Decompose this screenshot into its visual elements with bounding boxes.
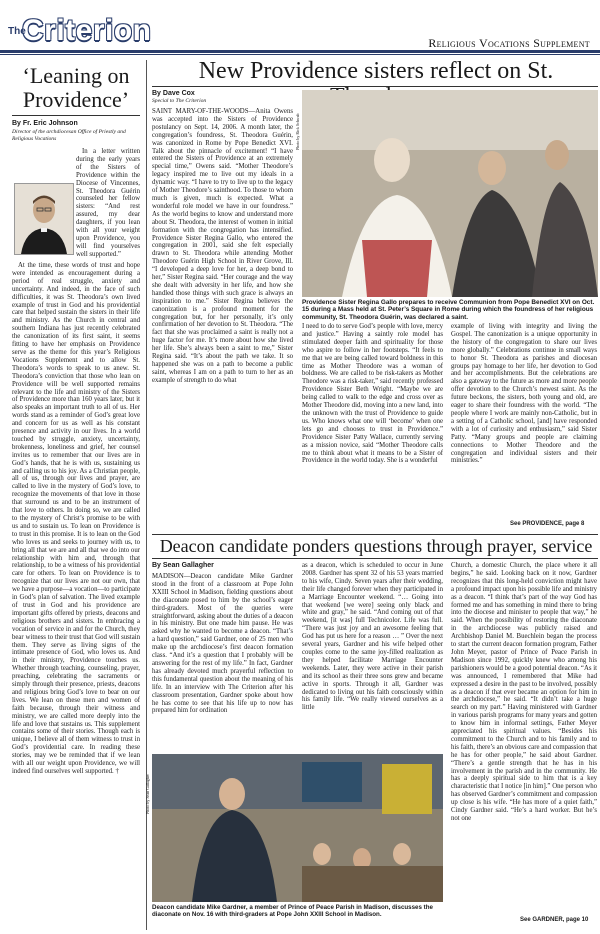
- story2-headline[interactable]: Deacon candidate ponders questions through prayer, service: [159, 536, 593, 556]
- story2-column-1: [152, 573, 293, 751]
- story1-photo-credit: Photo by Rick Schwab: [295, 113, 300, 150]
- story2-col1-text: MADISON—Deacon candidate Mike Gardner stood in the front of a classroom at Pope John XXIII School in Madison, fielding questions about the diaconate posed to him by the school’s eager third-graders. Most of the queries were straightforward, asking about the duties of a deacon in his ministry. But one made him pause. He was asked why he wanted to become a deacon. “That’s a hard question,” said Gardner, one of 25 men who make up the archdiocese’s first deacon formation class. “And it’s a question that I probably will be answering for the rest of my life.” In fact, Gardner has already devoted much prayerful reflection to this fundamental question about the meaning of his life. In an interview with The Criterion after his classroom presentation, Gardner spoke about how he has come to see that his life up to now has prepared him for ordination: [152, 573, 293, 715]
- story2-photo: [152, 754, 443, 902]
- story1-column-1: [152, 108, 293, 532]
- story1-headline[interactable]: New Providence sisters reflect on St.: [198, 58, 554, 84]
- story1-column-3: [451, 323, 597, 532]
- story1-column-2: [302, 323, 443, 532]
- communion-photo-image: [302, 90, 598, 297]
- story1-photo: [302, 90, 598, 297]
- story2-byline: By Sean Gallagher: [152, 562, 214, 569]
- story2-continued-link[interactable]: See GARDNER, page 10: [520, 917, 589, 923]
- story1-col3-text: example of living with integrity and living the Gospel. The canonization is a unique opportunity in the history of the congregation to share our lives more globally.” Celebrations continue in small ways to honor St. Theodora as parishes and diocesan groups pay homage to her life, her devotion to God and her accomplishments. But the celebrations are also a gateway to the future as more and more people offer devotion to the Church’s newest saint. As the future beckons, the sisters, both young and old, are eager to share their foundress with the world. “The people where I work are mainly non-Catholic, but in a setting of a Catholic school, [and] have responded with a lot of curiosity and enthusiasm,” said Sister Patty. “Many groups and people are claiming connections to Mother Theodore and the congregation and individual sisters and their ministries.”: [451, 323, 597, 465]
- sidebar-rule: [12, 115, 140, 116]
- sidebar-body-text: [12, 262, 140, 930]
- story2-col2-text: as a deacon, which is scheduled to occur in June 2008. Gardner has spent 32 of his 53 years married to his wife, Cindy. Seven years after their wedding, their life changed forever when they participated in a Marriage Encounter weekend. “… Going into that weekend [we were] seeing only black and white and gray,” he said. “And coming out of that weekend, [it was] full Technicolor. Life was full. “There was just joy and an awesome feeling that God has put us here for a reason … ” Over the next several years, Gardner and his wife helped other couples come to the same joy-filled realization as they helped facilitate Marriage Encounter weekends. Later, they were active in their parish and its school as their three sons grew and became active in sports. Through it all, Gardner was dedicated to living out his faith consciously within his family life. “We really viewed ourselves as a little: [302, 562, 443, 712]
- story1-headline-rule: [152, 86, 598, 87]
- masthead-the: The: [8, 26, 26, 37]
- sidebar-byline: By Fr. Eric Johnson: [12, 120, 78, 127]
- story1-special-note: Special to The Criterion: [152, 98, 207, 104]
- sidebar-title: ‘Leaning on Providence’: [22, 63, 130, 112]
- story2-headline-rule: [152, 558, 598, 559]
- story2-column-3: [451, 562, 597, 927]
- classroom-photo-image: [152, 754, 443, 902]
- section-title: Religious Vocations Supplement: [428, 36, 590, 50]
- sidebar-body-paragraph: At the time, these words of trust and hope were intended as encouragement during a period of real struggle, anxiety and uncertainty. And indeed, in the face of such difficulties, it was St. Theodora’s own lived example of trust in God and his providential care that helped sustain the sisters in their life and ministry. As the Church in central and southern Indiana has just recently celebrated the canonization of its first saint, it seems fitting to have her emphasis on Providence serve as the theme for this year’s Religious Vocations Supplement and to allow St. Theodora’s words to speak to us anew. St. Theodora’s conviction that those who lean on Providence will be well supported remains relevant to the life and ministry of the Sisters of Providence more than 160 years later, but it also speaks an important truth to all of us. Her words stand as a reminder of God’s great love and concern for us as well as his constant presence and activity in our lives. In a world touched by struggle, anxiety, uncertainty, brokenness, loneliness and grief, her counsel invites us to remember that our lives are in God’s hands, that he is with us, sustaining us and calling us to his joy. As a Christian people, all of us, through our lives and prayer, are called to live in the mystery of God’s love, to recognize the movements of that love in those that surround us and to be an instrument of that love to others. In doing so, we are called to the mystery of Christ’s promise to be with us and to sustain us. To lean on Providence is to trust in this promise. It is to lean on the God who loves us and seeks to journey with us, to bring all that we are and all that we do into our relationship with him and, through that relationship, to be a witness of his providential care for others. To lean on Providence is to recognize that our lives are not our own, that we have a purpose—a vocation—to participate in God’s plan of salvation. The lived example of trust in God and his providence are important gifts offered by priests, deacons and religious brothers and sisters. In embracing a vocation of service in and for the Church, they bear witness to their trust that God will sustain them. They serve as living signs of the intimate presence of God, who loves us. And in their ministry, Providence touches us. Whether through teaching, counseling, prayer, preaching, celebrating the sacraments or simply through their presence, priests, deacons and religious bring God’s love to bear on our lives. We lean on these men and women of faith because, through their witness and ministry, we are called more deeply into the life and love that sustains us. This supplement contains some of their stories. Though each is unique, I believe all of them witness to trust in God’s providential care. In reading these stories, may we be reminded that if we lean with all our weight upon Providence, we will indeed find ourselves well supported. †: [12, 262, 140, 775]
- story2-photo-credit: Photo by Sean Gallagher: [145, 774, 150, 814]
- story2-column-2: [302, 562, 443, 751]
- story1-continued-link[interactable]: See PROVIDENCE, page 8: [510, 521, 585, 527]
- sidebar-intro-paragraph: In a letter written during the early years of the Sisters of Providence within the Diocese of Vincennes, St. Theodora Guérin counseled her fellow sisters: “And rest assured, my dear daughters, if you lean with all your weight upon Providence, you will find yourselves well supported.”: [76, 148, 140, 258]
- story1-col2-text: I need to do to serve God’s people with love, mercy and justice.” Having a saintly role model has stimulated deeper faith and spirituality for those who aspire to follow in her footsteps. “It feels to me that we are being called toward boldness in this time as Mother Theodore was a woman of boldness. We are called to be risk-takers as Mother Theodore was a risk-taker,” said recently professed Providence Sister Beth Wright. “Maybe we are being called to walk to the edge and cross over as Mother Theodore did, moving into a new land, into the unknown with the trust of Providence to guide us. Who knows what one will ‘become’ when one lets go and chooses to trust in Providence.” Providence Sister Patty Wallace, currently serving as a mission novice, said “Mother Theodore calls me to think about what it means to be a Sister of Providence in the world today. She is a wonderful: [302, 323, 443, 465]
- story1-photo-caption: Providence Sister Regina Gallo prepares to receive Communion from Pope Benedict XVI on Oct. 15 during a Mass held at St. Peter’s Square in Rome during which the foundress of her religious community, St. Theodora Guérin, was declared a saint.: [302, 299, 595, 321]
- story2-photo-caption: Deacon candidate Mike Gardner, a member of Prince of Peace Parish in Madison, discusses the diaconate on Nov. 16 with third-graders at Pope John XXIII School in Madison.: [152, 904, 433, 919]
- author-portrait-image: [15, 184, 73, 254]
- author-photo: [14, 183, 74, 255]
- masthead-rule-thin: [0, 54, 600, 55]
- story1-byline: By Dave Cox: [152, 90, 195, 97]
- story2-col3-text: Church, a domestic Church, the place where it all begins,” he said. Looking back on it now, Gardner recognizes that this long-held conviction might have a profound impact upon his possible life and ministry as a deacon. “I think that’s part of the way God has formed me and has something in mind there to bring into the diocese and minister to people that way,” he said. When the possibility of restoring the diaconate in the archdiocese was publicly raised and Archbishop Daniel M. Buechlein began the process to start the current deacon formation program, Father John Meyer, pastor of Prince of Peace Parish in Madison since 1992, quickly knew who among his parishioners would be a good potential deacon. “As it was announced, I remembered that Mike had expressed a desire in the past to be involved, possibly as a deacon if that ever became an option for him in the archdiocese,” he said. “It didn’t take a huge search on my part.” Having ministered with Gardner in various parish programs for many years and gotten to know him in informal settings, Father Meyer appreciated his spiritual values. “Besides his commitment to the Church and to his family and to his faith, there’s an obvious care and compassion that he has for other people,” he said about Gardner. “There’s a gentle strength that he has in his involvement in the parish and in the community. He has a deeply spiritual side to him that is a key characteristic that I notice [in him].” One person who has observed Gardner’s commitment and compassion up close is his wife. “He has more of a quiet faith,” Cindy Gardner said. “He’s a hard worker. But he’s not one: [451, 562, 597, 822]
- masthead-rule: [0, 50, 600, 53]
- sidebar-author-role: Director of the archdiocesan Office of Priestly and Religious Vocations: [12, 129, 126, 142]
- masthead-title: Criterion: [22, 14, 152, 47]
- story1-col1-text: SAINT MARY-OF-THE-WOODS—Anita Owens was accepted into the Sisters of Providence postulancy on Sept. 14, 2006. A month later, the congregation’s foundress, St. Theodora Guérin, was canonized in Rome by Pope Benedict XVI. Talk about the pinnacle of excitement! “I have entered the Sisters of Providence at an extremely special time,” Owens said. “Mother Theodore’s legacy inspired me to live out my ideals in a dynamic way. “I have to try to live up to the legacy of Mother Theodore’s sainthood. To those to whom much is given, much is expected. What a wonderful role model we have in our foundress.” As the world begins to know and understand more about St. Theodora, the interest of women in initial formation with the congregation has intensified. Providence Sister Regina Gallo, who entered the congregation in 2001, said she felt especially drawn to St. Theodora while attending Mother Theodore Guérin High School in River Grove, Ill. “I developed a deep love for her, a deep bond to her,” Sister Regina said. “Her courage and the way she dealt with adversity in her life, and how she handled those things with such grace is always an inspiration to me.” Sister Regina believes the canonization is a profound moment for the congregation but, for her personally, it’s only confirmation of her devotion to St. Theodora. “The fact that she was proclaimed a saint is really not a huge factor for me. It’s more about how she lived her life. She’s always been a saint to me,” Sister Regina said. “It’s about the path we take. It so happened she was on a path to become a public saint, whereas I am on a path to turn to her as an example of strength to do what: [152, 108, 293, 384]
- story2-top-rule: [152, 534, 598, 535]
